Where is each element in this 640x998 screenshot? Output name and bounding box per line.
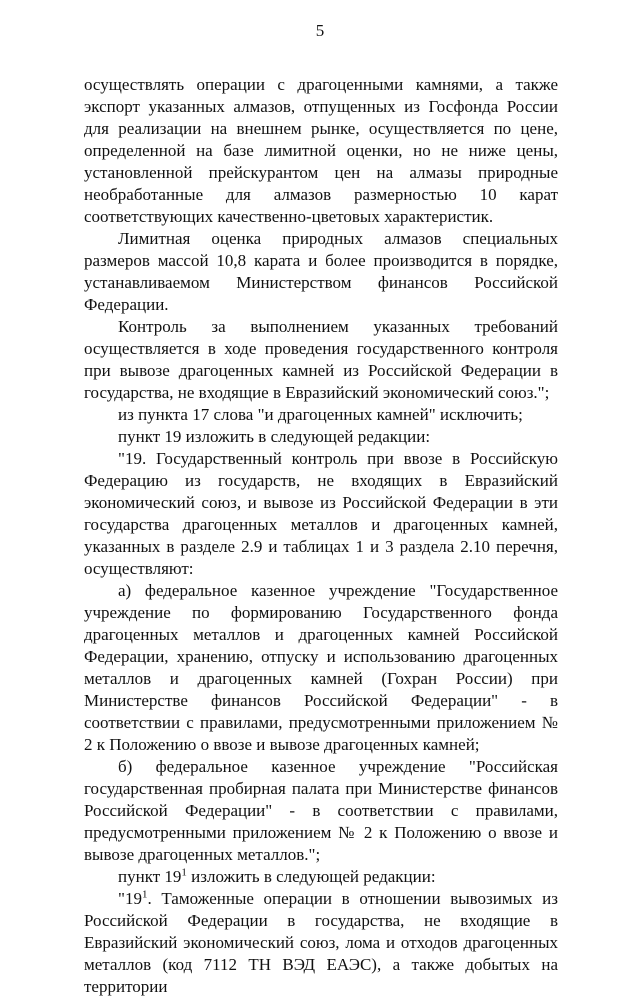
paragraph-text: изложить в следующей редакции: — [186, 867, 436, 886]
superscript: 1 — [141, 888, 148, 901]
paragraph: а) федеральное казенное учреждение "Государственное учреждение по формированию Государственного фонда драгоценных металлов и драгоценных камней Российской Федерации, хранению, отпуску и использованию драгоценных металлов и драгоценных камней (Гохран России) при Министерстве финансов Российской Федерации" - в соответствии с правилами, предусмотренными приложением № 2 к Положению о ввозе и вывозе драгоценных камней; — [84, 581, 558, 754]
paragraph: пункт 19 изложить в следующей редакции: — [118, 427, 431, 446]
paragraph: из пункта 17 слова "и драгоценных камней" исключить; — [118, 405, 523, 424]
paragraph: Контроль за выполнением указанных требований осуществляется в ходе проведения государственного контроля при вывозе драгоценных камней из Российской Федерации в государства, не входящие в Евразийский экономический союз."; — [84, 317, 558, 402]
paragraph — [84, 866, 558, 888]
paragraph: "19. Государственный контроль при ввозе в Российскую Федерацию из государств, не входящих в Евразийский экономический союз, и вывозе из Российской Федерации в эти государства драгоценных металлов и драгоценных камней, указанных в разделе 2.9 и таблицах 1 и 3 раздела 2.10 перечня, осуществляют: — [84, 449, 558, 578]
paragraph-text: пункт 19 — [118, 867, 182, 886]
paragraph: б) федеральное казенное учреждение "Российская государственная пробирная палата при Министерстве финансов Российской Федерации" - в соответствии с правилами, предусмотренными приложением № 2 к Положению о ввозе и вывозе драгоценных металлов."; — [84, 757, 558, 864]
paragraph-text: . Таможенные операции в отношении вывозимых из Российской Федерации в государства, не входящие в Евразийский экономический союз, лома и отходов драгоценных металлов (код 7112 ТН ВЭД ЕАЭС), а также добытых на территории — [84, 889, 558, 996]
superscript: 1 — [181, 866, 187, 879]
document-body — [84, 74, 558, 998]
paragraph: Лимитная оценка природных алмазов специальных размеров массой 10,8 карата и более производится в порядке, устанавливаемом Министерством финансов Российской Федерации. — [84, 229, 558, 314]
paragraph-text: "19 — [118, 889, 142, 908]
page-number: 5 — [315, 21, 325, 40]
paragraph: осуществлять операции с драгоценными камнями, а также экспорт указанных алмазов, отпущенных из Госфонда России для реализации на внешнем рынке, осуществляется по цене, определенной на базе лимитной оценки, но не ниже цены, установленной прейскурантом цен на алмазы природные необработанные для алмазов размерностью 10 карат соответствующих качественно-цветовых характеристик. — [84, 75, 558, 226]
